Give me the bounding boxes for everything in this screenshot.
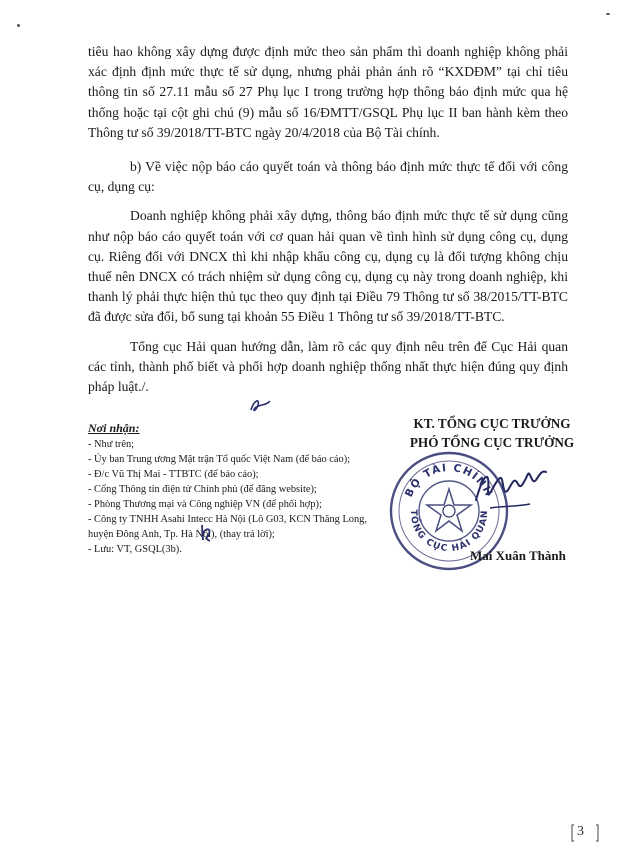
recipient-item: - Đ/c Vũ Thị Mai - TTBTC (để báo cáo); — [88, 469, 259, 480]
signer-authority: KT. TỔNG CỤC TRƯỞNG — [413, 416, 571, 431]
body-text — [88, 42, 568, 406]
recipient-item: - Cổng Thông tin điện tử Chính phủ (để đăng website); — [88, 484, 317, 495]
page-number-bracket-icon — [570, 823, 600, 843]
recipients-block — [88, 421, 388, 557]
seal-bottom-text: TỔNG CỤC HẢI QUAN — [407, 509, 491, 555]
paragraph-continuation: tiêu hao không xây dựng được định mức theo sản phẩm thì doanh nghiệp không phải xác định định mức thực tế sử dụng, nhưng phải phản ánh rõ “KXDĐM” tại chỉ tiêu thông tin số 27.11 mẫu số 27 Phụ lục I trong trường hợp thông báo định mức qua hệ thống hoặc tại cột ghi chú (9) mẫu số 16/ĐMTT/GSQL Phụ lục II ban hành kèm theo Thông tư số 39/2018/TT-BTC ngày 20/4/2018 của Bộ Tài chính. — [88, 44, 568, 140]
seal-top-text: BỘ TÀI CHÍNH — [402, 461, 496, 500]
signature-block — [382, 414, 602, 452]
paragraph-closing: Tổng cục Hải quan hướng dẫn, làm rõ các quy định nêu trên để Cục Hải quan các tỉnh, thành phố biết và phối hợp doanh nghiệp thống nhất thực hiện đúng quy định pháp luật./. — [88, 338, 568, 395]
paragraph-tools-guidance: Doanh nghiệp không phải xây dựng, thông báo định mức thực tế sử dụng cũng như nộp báo cáo quyết toán với cơ quan hải quan về tình hình sử dụng công cụ, dụng cụ. Riêng đối với DNCX thì khi nhập khẩu công cụ, dụng cụ là đối tượng không chịu thuế nên DNCX có trách nhiệm sử dụng công cụ, dụng cụ này trong doanh nghiệp, khi thanh lý phải thực hiện thủ tục theo quy định tại Điều 79 Thông tư số 38/2015/TT-BTC đã được sửa đổi, bổ sung tại khoản 55 Điều 1 Thông tư số 39/2018/TT-BTC. — [88, 208, 568, 325]
handwritten-initial-icon — [198, 523, 214, 543]
recipient-item: - Phòng Thương mại và Công nghiệp VN (để phối hợp); — [88, 499, 322, 510]
signer-position: PHÓ TỔNG CỤC TRƯỞNG — [409, 435, 575, 450]
paragraph-section-b: b) Về việc nộp báo cáo quyết toán và thông báo định mức thực tế đối với công cụ, dụng cụ: — [88, 159, 568, 195]
recipient-item: - Lưu: VT, GSQL(3b). — [88, 544, 182, 555]
recipients-title: Nơi nhận: — [88, 421, 140, 435]
recipients-list — [88, 437, 388, 557]
page-number: 3 — [577, 824, 584, 839]
recipient-item: - Công ty TNHH Asahi Intecc Hà Nội (Lô G03, KCN Thăng Long, huyện Đông Anh, Tp. Hà Nội), (thay trả lời); — [88, 514, 367, 540]
recipient-item: - Như trên; — [88, 439, 135, 450]
scan-speck — [17, 24, 20, 27]
scan-speck — [606, 13, 610, 15]
recipient-item: - Ủy ban Trung ương Mặt trận Tổ quốc Việt Nam (để báo cáo); — [88, 454, 351, 465]
handwritten-initial-icon — [248, 396, 274, 414]
signer-name: Mai Xuân Thành — [470, 548, 566, 563]
